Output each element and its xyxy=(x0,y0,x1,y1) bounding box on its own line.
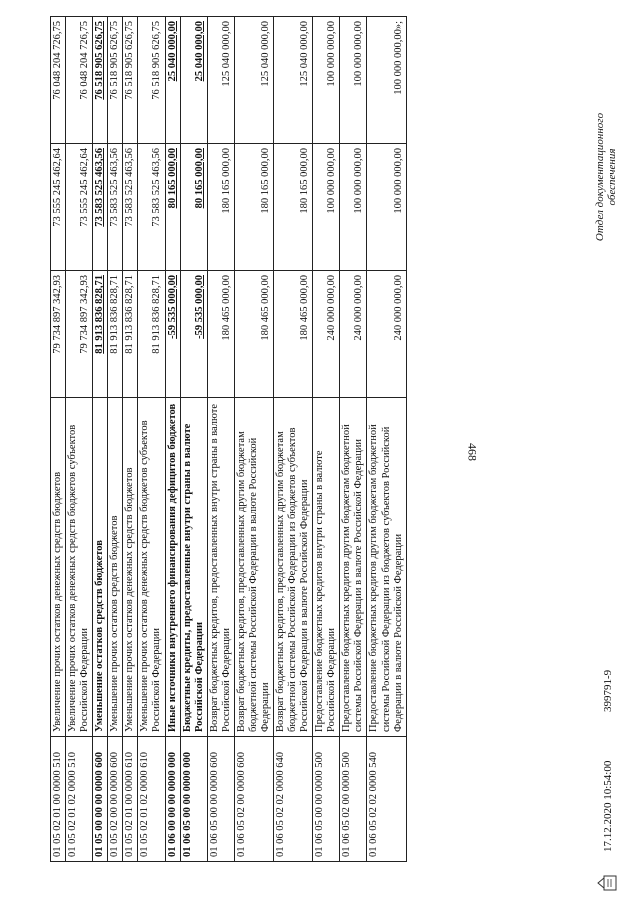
row-code: 01 05 02 00 00 0000 600 xyxy=(108,737,123,862)
row-value-2020: 81 913 836 828,71 xyxy=(138,271,165,398)
row-code: 01 06 05 00 00 0000 000 xyxy=(180,737,207,862)
row-code: 01 05 02 01 02 0000 510 xyxy=(66,737,93,862)
row-name: Увеличение прочих остатков денежных средств бюджетов субъектов Российской Федерации xyxy=(66,398,93,737)
table-row xyxy=(165,17,180,862)
table-row xyxy=(313,17,340,862)
row-value-2021: 73 555 245 462,64 xyxy=(51,144,66,271)
row-name: Бюджетные кредиты, предоставленные внутри страны в валюте Российской Федерации xyxy=(180,398,207,737)
table-row xyxy=(93,17,108,862)
row-value-2020: 79 734 897 342,93 xyxy=(66,271,93,398)
row-value-2020: 81 913 836 828,71 xyxy=(108,271,123,398)
row-code: 01 06 05 02 02 0000 640 xyxy=(274,737,313,862)
rotated-page xyxy=(50,21,619,862)
table-row xyxy=(180,17,207,862)
row-code: 01 05 02 01 02 0000 610 xyxy=(138,737,165,862)
table-row xyxy=(367,17,406,862)
row-value-2021: 180 165 000,00 xyxy=(274,144,313,271)
row-value-2021: 100 000 000,00 xyxy=(313,144,340,271)
table-row xyxy=(138,17,165,862)
table-row xyxy=(234,17,273,862)
table-row xyxy=(207,17,234,862)
row-value-2020: 180 465 000,00 xyxy=(274,271,313,398)
row-value-2021: 180 165 000,00 xyxy=(234,144,273,271)
row-value-2020: 240 000 000,00 xyxy=(313,271,340,398)
row-name: Уменьшение остатков средств бюджетов xyxy=(93,398,108,737)
row-code: 01 06 05 00 00 0000 500 xyxy=(313,737,340,862)
stamp-icon xyxy=(596,874,618,892)
row-value-2020: -59 535 000,00 xyxy=(180,271,207,398)
row-name: Уменьшение прочих остатков денежных средств бюджетов xyxy=(123,398,138,737)
row-value-2021: 73 583 525 463,56 xyxy=(138,144,165,271)
table-row xyxy=(66,17,93,862)
row-value-2020: 81 913 836 828,71 xyxy=(123,271,138,398)
row-code: 01 06 05 02 02 0000 540 xyxy=(367,737,406,862)
row-value-2021: 100 000 000,00 xyxy=(340,144,367,271)
row-value-2021: 80 165 000,00 xyxy=(180,144,207,271)
row-name: Увеличение прочих остатков денежных средств бюджетов xyxy=(51,398,66,737)
row-name: Возврат бюджетных кредитов, предоставленных другим бюджетам бюджетной системы Российской Федерации из бюджетов субъектов Российской Федерации в валюте Российской Федерации xyxy=(274,398,313,737)
row-value-2021: 73 583 525 463,56 xyxy=(123,144,138,271)
row-value-2020: 81 913 836 828,71 xyxy=(93,271,108,398)
table-row xyxy=(274,17,313,862)
table-row xyxy=(51,17,66,862)
row-value-2022: 125 040 000,00 xyxy=(207,17,234,144)
row-value-2021: 100 000 000,00 xyxy=(367,144,406,271)
row-value-2022: 76 518 905 626,75 xyxy=(93,17,108,144)
row-code: 01 06 05 00 00 0000 600 xyxy=(207,737,234,862)
row-value-2022: 25 040 000,00 xyxy=(180,17,207,144)
table-row xyxy=(108,17,123,862)
row-code: 01 05 00 00 00 0000 600 xyxy=(93,737,108,862)
row-value-2021: 180 165 000,00 xyxy=(207,144,234,271)
budget-sources-table xyxy=(50,16,407,862)
row-value-2020: 180 465 000,00 xyxy=(207,271,234,398)
row-code: 01 05 02 01 00 0000 510 xyxy=(51,737,66,862)
row-value-2020: 180 465 000,00 xyxy=(234,271,273,398)
row-code: 01 06 05 02 00 0000 600 xyxy=(234,737,273,862)
row-name: Уменьшение прочих остатков средств бюджетов xyxy=(108,398,123,737)
row-value-2022: 76 048 204 726,75 xyxy=(51,17,66,144)
page-number: 468 xyxy=(465,443,480,461)
footer-doc-id: 399791-9 xyxy=(602,669,614,712)
row-value-2022: 125 040 000,00 xyxy=(234,17,273,144)
row-name: Иные источники внутреннего финансирования дефицитов бюджетов xyxy=(165,398,180,737)
row-value-2022: 76 518 905 626,75 xyxy=(108,17,123,144)
row-name: Возврат бюджетных кредитов, предоставленных другим бюджетам бюджетной системы Российской Федерации в валюте Российской Федерации xyxy=(234,398,273,737)
row-value-2020: -59 535 000,00 xyxy=(165,271,180,398)
row-value-2021: 80 165 000,00 xyxy=(165,144,180,271)
row-code: 01 05 02 01 00 0000 610 xyxy=(123,737,138,862)
row-value-2020: 240 000 000,00 xyxy=(340,271,367,398)
row-name: Возврат бюджетных кредитов, предоставленных внутри страны в валюте Российской Федерации xyxy=(207,398,234,737)
table-row xyxy=(340,17,367,862)
row-value-2021: 73 583 525 463,56 xyxy=(93,144,108,271)
row-value-2020: 240 000 000,00 xyxy=(367,271,406,398)
row-value-2021: 73 555 245 462,64 xyxy=(66,144,93,271)
row-name: Предоставление бюджетных кредитов другим бюджетам бюджетной системы Российской Федерации в валюте Российской Федерации xyxy=(340,398,367,737)
row-value-2022: 100 000 000,00 xyxy=(340,17,367,144)
row-value-2022: 100 000 000,00 xyxy=(313,17,340,144)
footer-department: Отдел документационного обеспечения xyxy=(594,112,619,242)
row-code: 01 06 00 00 00 0000 000 xyxy=(165,737,180,862)
row-value-2022: 100 000 000,00»; xyxy=(367,17,406,144)
row-value-2022: 76 048 204 726,75 xyxy=(66,17,93,144)
row-value-2022: 125 040 000,00 xyxy=(274,17,313,144)
row-name: Предоставление бюджетных кредитов другим бюджетам бюджетной системы Российской Федерации из бюджетов субъектов Российской Федерации в валюте Российской Федерации xyxy=(367,398,406,737)
row-value-2022: 76 518 905 626,75 xyxy=(123,17,138,144)
row-value-2022: 76 518 905 626,75 xyxy=(138,17,165,144)
row-value-2021: 73 583 525 463,56 xyxy=(108,144,123,271)
row-code: 01 06 05 02 00 0000 500 xyxy=(340,737,367,862)
table-row xyxy=(123,17,138,862)
row-name: Предоставление бюджетных кредитов внутри страны в валюте Российской Федерации xyxy=(313,398,340,737)
row-value-2020: 79 734 897 342,93 xyxy=(51,271,66,398)
row-value-2022: 25 040 000,00 xyxy=(165,17,180,144)
footer-datetime: 17.12.2020 10:54:00 xyxy=(602,760,614,852)
row-name: Уменьшение прочих остатков денежных средств бюджетов субъектов Российской Федерации xyxy=(138,398,165,737)
